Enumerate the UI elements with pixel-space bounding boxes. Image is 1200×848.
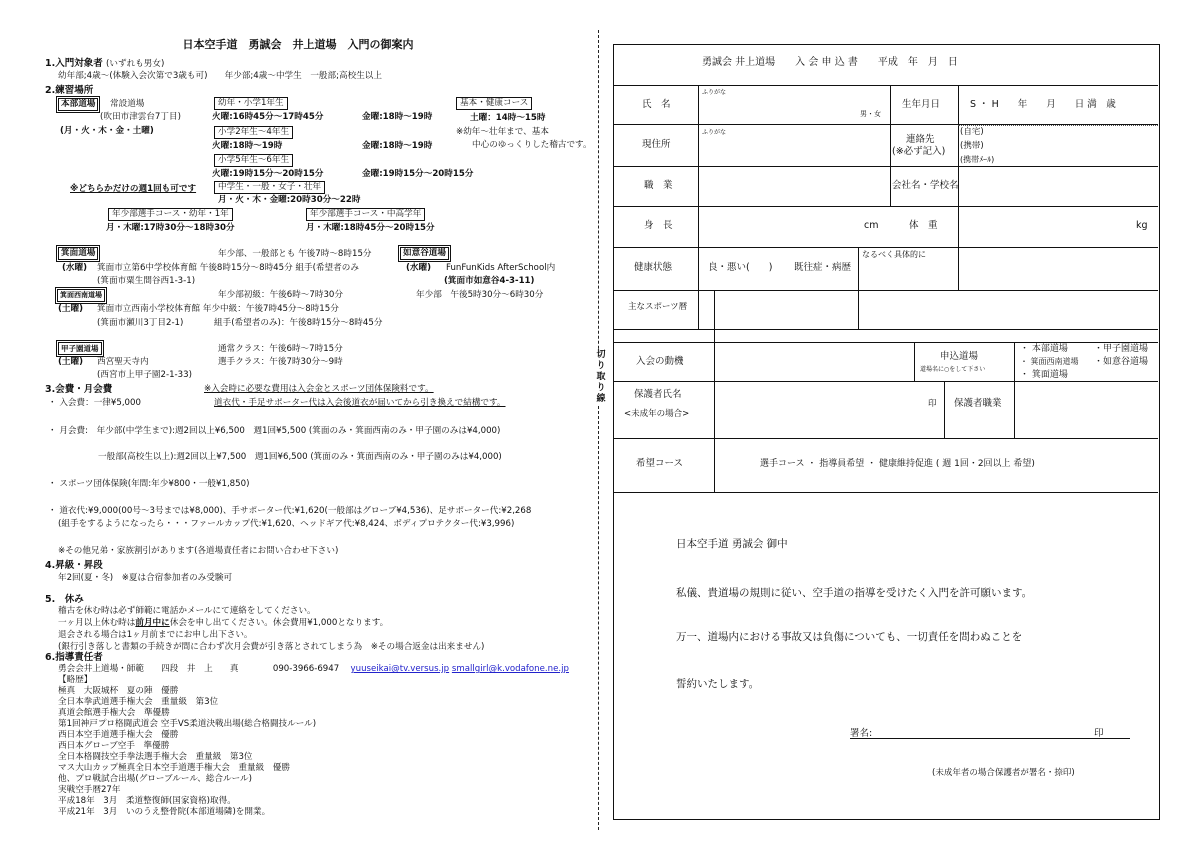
career-item: 西日本空手道選手権大会 優勝	[58, 730, 179, 740]
email-link-2[interactable]: smallgirl@k.vodafone.ne.jp	[451, 664, 569, 674]
dojo-option-2[interactable]: ・甲子園道場	[1094, 344, 1149, 354]
weekly-note: ※どちらかだけの週1回も可です	[70, 184, 197, 194]
class-2-kin: 金曜:18時～19時	[362, 141, 433, 151]
dojo-option-3[interactable]: ・ 箕面西南道場	[1020, 357, 1079, 366]
class-2-time: 火曜:18時～19時	[212, 141, 283, 151]
section-1-heading: 1.入門対象者 (いずれも男女)	[45, 58, 165, 69]
weight-label: 体 重	[909, 220, 938, 231]
senshu-2-label: 年少部選手コース・中高学年	[306, 208, 425, 221]
course-label: 希望コース	[636, 458, 684, 469]
class-3-kin: 金曜:19時15分～20時15分	[362, 169, 474, 179]
seinan-line-2: 箕面市立西南小学校体育館 年少中級：午後7時45分～8時15分	[97, 304, 339, 314]
koshien-line-1: 通常クラス：午後6時～7時15分	[218, 344, 343, 354]
dojo-option-1[interactable]: ・ 本部道場	[1020, 344, 1068, 354]
guide-page	[0, 0, 596, 848]
career-item: 平成21年 3月 いのうえ整骨院(本部道場隣)を開業。	[58, 807, 271, 817]
addressee-line: 日本空手道 勇誠会 御中	[676, 538, 788, 550]
section-6-heading: 6.指導責任者	[45, 652, 103, 663]
class-2-label: 小学2年生～4年生	[214, 126, 293, 139]
section-5-heading: 5. 休み	[45, 594, 84, 605]
senshu-2-time: 月・木曜:18時45分～20時15分	[306, 223, 435, 233]
seinan-day: (土曜)	[58, 304, 84, 314]
kenko-label: 基本・健康コース	[456, 97, 532, 110]
name-label: 氏 名	[642, 99, 671, 110]
guide-title: 日本空手道 勇誠会 井上道場 入門の御案内	[182, 38, 414, 51]
seinan-line-1b: 年少部 午後5時30分～6時30分	[416, 290, 544, 300]
koshien-line-2: 選手クラス：午後7時30分～9時	[218, 357, 343, 367]
fee-monthly-1: ・ 月会費: 年少部(中学生まで):週2回以上¥6,500 週1回¥5,500 (箕面のみ・箕面西南のみ・甲子園のみは¥4,000)	[48, 426, 501, 436]
contact-label-2: (※必ず記入)	[892, 146, 946, 157]
career-item: 真道会館選手権大会 準優勝	[58, 708, 170, 718]
height-label: 身 長	[644, 220, 673, 231]
fee-insurance: ・ スポーツ団体保険(年間:年少¥800・一般¥1,850)	[48, 479, 250, 489]
mino-label: 箕面道場	[56, 245, 100, 262]
footnote: (未成年者の場合保護者が署名・捺印)	[932, 768, 1075, 778]
koshien-label: 甲子園道場	[56, 340, 104, 357]
fee-gear-1: ・ 道衣代:¥9,000(00号～3号までは¥8,000)、手サポーター代:¥1,620(一般部はグローブ¥4,536)、足サポーター代:¥2,268	[48, 506, 532, 516]
cut-line-label: 切 り 取 り 線	[594, 350, 608, 405]
contact-mobile[interactable]: (携帯)	[960, 141, 984, 151]
motive-label: 入会の動機	[636, 356, 684, 367]
section-2-heading: 2.練習場所	[45, 85, 94, 96]
promotion-line: 年2回(夏・冬) ※夏は合宿参加者のみ受験可	[58, 573, 233, 583]
dob-value[interactable]: S ・ H 年 月 日 満 歳	[970, 99, 1116, 110]
address-label: 現住所	[642, 139, 671, 150]
honbu-label: 本部道場	[56, 96, 100, 113]
contact-label-1: 連絡先	[906, 134, 935, 145]
section-3-heading: 3.会費・月会費	[45, 384, 113, 395]
seinan-label: 箕面西南道場	[55, 287, 107, 304]
address-furigana: ふりがな	[702, 129, 727, 136]
section-4-heading: 4.昇級・昇段	[45, 560, 103, 571]
honbu-days: (月・火・木・金・土曜)	[60, 126, 154, 136]
kenko-note-2: 中心のゆっくりした稽古です。	[472, 140, 592, 150]
honbu-addr: (吹田市津雲台7丁目)	[100, 112, 181, 122]
career-item: 全日本格闘技空手拳法選手権大会 重量級 第3位	[58, 752, 253, 762]
class-3-label: 小学5年生～6年生	[214, 154, 293, 167]
mino-day: (水曜)	[62, 263, 88, 273]
fee-family: ※その他兄弟・家族割引があります(各道場責任者にお問い合わせ下さい)	[58, 546, 339, 556]
guardian-label: 保護者氏名	[634, 389, 682, 400]
pledge-line-3: 誓約いたします。	[676, 678, 760, 690]
kenko-note-1: ※幼年～壮年まで、基本	[456, 127, 549, 137]
koshien-place: 西宮聖天寺内	[97, 357, 149, 367]
nyoi-addr: (箕面市如意谷4-3-11)	[444, 276, 535, 286]
fee-gear-2: (組手をするようになったら・・・ファールカップ代:¥1,620、ヘッドギア代:¥8,424、ボディプロテクター代:¥3,996)	[58, 519, 515, 529]
target-line: 幼年部;4歳～(体験入会次第で3歳も可) 年少部;4歳～中学生 一般部;高校生以上	[58, 71, 382, 81]
nyoi-line-1: FunFunKids AfterSchool内	[446, 263, 556, 273]
guardian-note: <未成年の場合>	[624, 409, 690, 419]
career-item: 実戦空手暦27年	[58, 785, 121, 795]
class-1-label: 幼年・小学1年生	[214, 97, 288, 110]
mino-line-2: 箕面市立第6中学校体育館 午後8時15分～8時45分 組手(希望者のみ	[97, 263, 359, 273]
senshu-1-label: 年少部選手コース・幼年・1年	[108, 208, 233, 221]
weight-unit: kg	[1136, 220, 1148, 231]
kenko-time: 土曜：14時～15時	[470, 113, 546, 123]
dob-label: 生年月日	[902, 99, 941, 110]
dojo-option-4[interactable]: ・如意谷道場	[1094, 357, 1149, 367]
career-item: 他、プロ戦試合出場(グローブルール、総合ルール)	[58, 774, 252, 784]
seinan-addr: (箕面市瀬川3丁目2-1)	[97, 318, 184, 328]
email-link-1[interactable]: yuuseikai@tv.versus.jp	[350, 664, 450, 674]
application-form	[613, 44, 1160, 820]
health-value[interactable]: 良・悪い( )	[708, 262, 773, 273]
class-4-time: 月・火・木・金曜:20時30分～22時	[218, 195, 361, 205]
koshien-day: (土曜)	[58, 357, 84, 367]
class-1-kin: 金曜:18時～19時	[362, 112, 433, 122]
class-3-time: 火曜:19時15分～20時15分	[212, 169, 324, 179]
history-label: 既往症・病歴	[794, 262, 852, 273]
rest-line-1: 稽古を休む時は必ず師範に電話かメールにて連絡をしてください。	[58, 606, 316, 616]
career-item: 西日本グローブ空手 準優勝	[58, 741, 170, 751]
company-label: 会社名・学校名	[892, 180, 959, 191]
career-heading: 【略歴】	[58, 675, 93, 685]
guardian-job-label: 保護者職業	[954, 398, 1002, 409]
mino-addr: (箕面市粟生間谷西1-3-1)	[97, 276, 196, 286]
rest-line-2: 一ヶ月以上休む時は前月中に休会を申し出てください。休会費用¥1,000となります。	[58, 618, 389, 628]
career-item: 第1回神戸プロ格闘武道会 空手VS柔道決戦出場(総合格闘技ルール)	[58, 719, 317, 729]
koshien-addr: (西宮市上甲子園2-1-33)	[97, 370, 192, 380]
job-label: 職 業	[644, 180, 673, 191]
nyoi-day: (水曜)	[406, 263, 432, 273]
seinan-line-1: 年少部初級：午後6時～7時30分	[218, 290, 343, 300]
signature-label: 署名:	[850, 728, 873, 739]
pledge-line-2: 万一、道場内における事故又は負傷についても、一切責任を問わぬことを	[676, 631, 1023, 643]
health-label: 健康状態	[634, 262, 673, 273]
name-furigana: ふりがな	[702, 89, 727, 96]
class-1-time: 火曜:16時45分～17時45分	[212, 112, 324, 122]
rest-line-4: (銀行引き落しと書類の手続きが間に合わず次月会費が引き落とされてしまう為 ※その場合返金は出来ません)	[58, 642, 485, 652]
fee-join-note: 道衣代・手足サポーター代は入会後道衣が届いてから引き換えで結構です。	[214, 398, 506, 408]
contact-mail[interactable]: (携帯ﾒｰﾙ)	[960, 155, 995, 164]
sports-label: 主なスポーツ暦	[628, 302, 688, 312]
pledge-line-1: 私儀、貴道場の規則に従い、空手道の指導を受けたく入門を許可願います。	[676, 587, 1033, 599]
fee-note: ※入会時に必要な費用は入会金とスポーツ団体保険料です。	[204, 384, 434, 394]
signature-line[interactable]	[850, 738, 1130, 739]
signature-seal: 印	[1094, 728, 1104, 739]
seinan-line-3: 組手(希望者のみ)：午後8時15分～8時45分	[214, 318, 383, 328]
guardian-seal: 印	[928, 399, 937, 409]
fee-join: ・ 入会費：一律¥5,000	[48, 398, 141, 408]
instructor-line: 勇会会井上道場・師範 四段 井 上 真 090-3966-6947 yuuseikai@tv.versus.jp smallgirl@k.vodafone.ne.jp	[58, 664, 569, 674]
dojo-option-5[interactable]: ・ 箕面道場	[1020, 370, 1068, 380]
height-unit: cm	[864, 220, 879, 231]
history-note: なるべく具体的に	[862, 250, 926, 259]
course-value[interactable]: 選手コース ・ 指導員希望 ・ 健康維持促進 ( 週 1回・2回以上 希望)	[760, 459, 1035, 469]
mino-line-1: 年少部、一般部とも 午後7時～8時15分	[218, 249, 372, 259]
cut-line	[598, 30, 599, 830]
contact-home[interactable]: (自宅)	[960, 127, 984, 137]
honbu-place: 常設道場	[110, 99, 145, 109]
dojo-label: 申込道場	[940, 351, 979, 362]
form-header: 勇誠会 井上道場 入 会 申 込 書 平成 年 月 日	[702, 57, 958, 68]
career-item: マス大山カップ極真全日本空手道選手権大会 重量級 優勝	[58, 763, 290, 773]
career-item: 平成18年 3月 柔道整復師(国家資格)取得。	[58, 796, 236, 806]
rest-line-3: 退会される場合は1ヶ月前までにお申し出下さい。	[58, 630, 253, 640]
gender-value[interactable]: 男・女	[860, 110, 881, 118]
nyoi-label: 如意谷道場	[398, 245, 451, 262]
fee-monthly-2: 一般部(高校生以上):週2回以上¥7,500 週1回¥6,500 (箕面のみ・箕面西南のみ・甲子園のみは¥4,000)	[98, 452, 502, 462]
dojo-note: 道場名に○をして下さい	[920, 366, 986, 373]
class-4-label: 中学生・一般・女子・壮年	[214, 181, 325, 194]
senshu-1-time: 月・木曜:17時30分～18時30分	[106, 223, 235, 233]
career-item: 全日本拳武道選手権大会 重量級 第3位	[58, 697, 219, 707]
career-item: 極真 大阪城杯 夏の陣 優勝	[58, 686, 179, 696]
